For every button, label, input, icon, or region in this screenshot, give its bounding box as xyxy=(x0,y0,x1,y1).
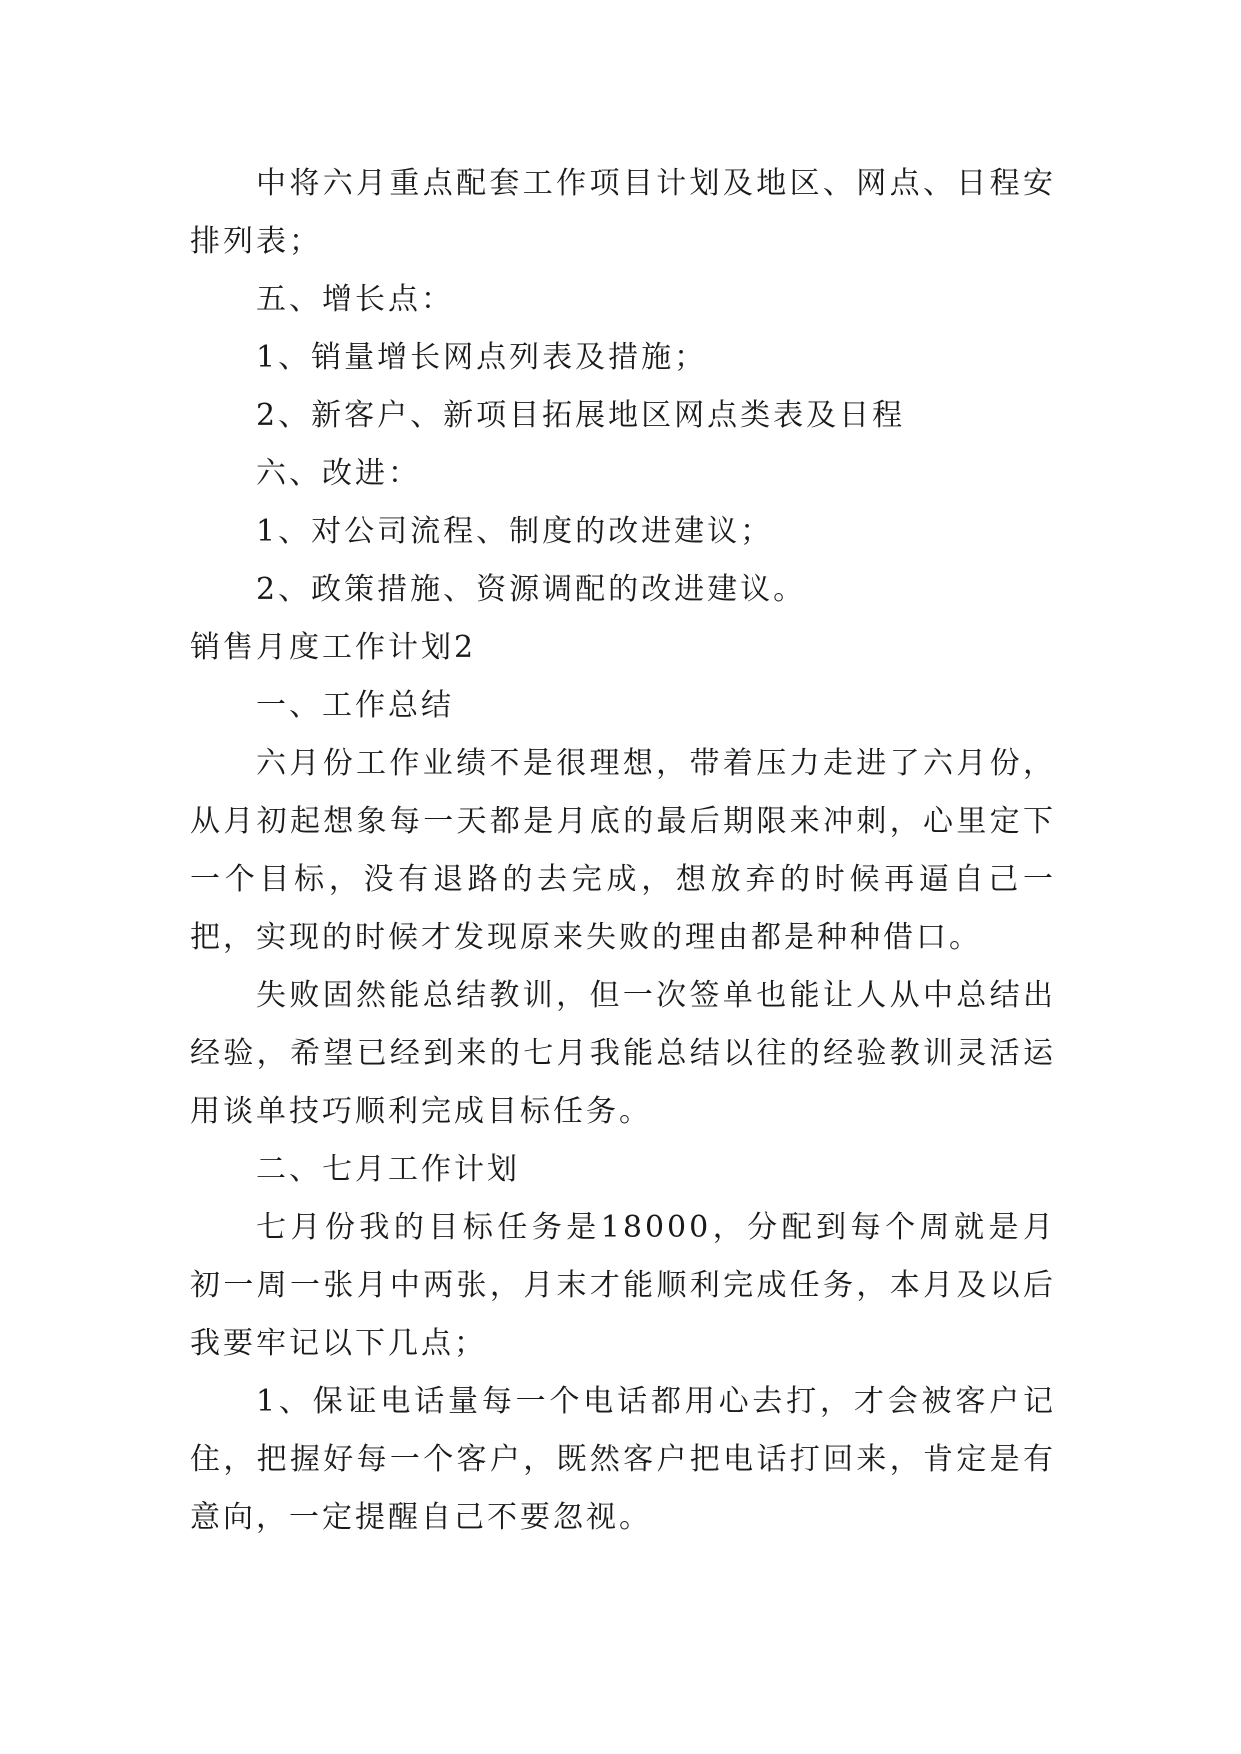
list-item-improvement-1: 1、对公司流程、制度的改进建议； xyxy=(256,514,774,549)
section-heading-growth: 五、增长点： xyxy=(256,282,454,317)
list-item-growth-1: 1、销量增长网点列表及措施； xyxy=(256,340,708,375)
section-heading-july-plan: 二、七月工作计划 xyxy=(256,1152,520,1187)
list-item-phone-calls: 1、保证电话量每一个电话都用心去打，才会被客户记住，把握好每一个客户，既然客户把电话打回来，肯定是有意向，一定提醒自己不要忽视。 xyxy=(190,1384,1056,1535)
paragraph-lessons: 失败固然能总结教训，但一次签单也能让人从中总结出经验，希望已经到来的七月我能总结以往的经验教训灵活运用谈单技巧顺利完成目标任务。 xyxy=(190,978,1056,1129)
paragraph-july-target: 七月份我的目标任务是18000，分配到每个周就是月初一周一张月中两张，月末才能顺利完成任务，本月及以后我要牢记以下几点； xyxy=(190,1210,1056,1361)
list-item-improvement-2: 2、政策措施、资源调配的改进建议。 xyxy=(256,572,807,607)
list-item-growth-2: 2、新客户、新项目拓展地区网点类表及日程 xyxy=(256,398,906,433)
paragraph-plan-continuation: 中将六月重点配套工作项目计划及地区、网点、日程安排列表； xyxy=(190,166,1056,259)
document-body xyxy=(190,155,1056,1547)
section-heading-summary: 一、工作总结 xyxy=(256,688,454,723)
section-heading-improvement: 六、改进： xyxy=(256,456,421,491)
document-title-plan-2: 销售月度工作计划2 xyxy=(190,630,477,665)
paragraph-june-performance: 六月份工作业绩不是很理想，带着压力走进了六月份，从月初起想象每一天都是月底的最后期限来冲刺，心里定下一个目标，没有退路的去完成，想放弃的时候再逼自己一把，实现的时候才发现原来失败的理由都是种种借口。 xyxy=(190,746,1056,955)
